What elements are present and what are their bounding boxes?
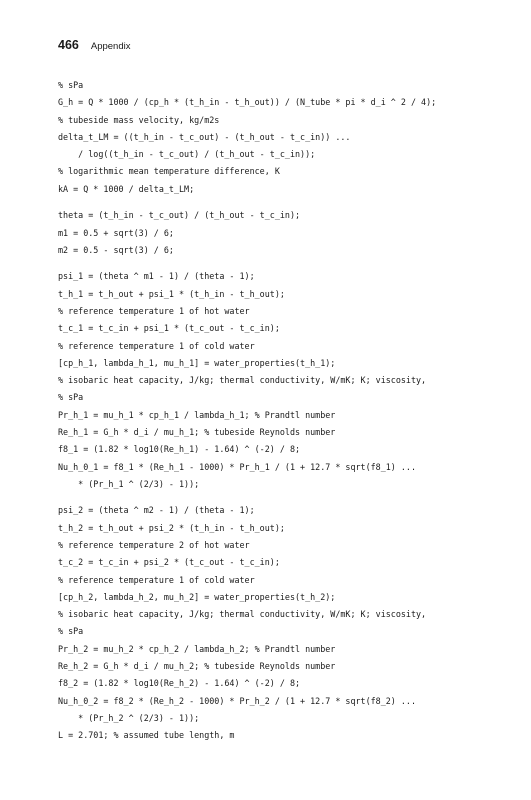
blank-line bbox=[58, 259, 478, 268]
code-line: G_h = Q * 1000 / (cp_h * (t_h_in - t_h_out)) / (N_tube * pi * d_i ^ 2 / 4); bbox=[58, 97, 437, 108]
code-comment-line: % isobaric heat capacity, J/kg; thermal conductivity, W/mK; K; viscosity, bbox=[58, 609, 427, 620]
code-line: kA = Q * 1000 / delta_t_LM; bbox=[58, 183, 195, 194]
code-line: / log((t_h_in - t_c_out) / (t_h_out - t_c_in)); bbox=[58, 149, 316, 160]
running-header bbox=[58, 36, 130, 54]
code-comment-line: % sPa bbox=[58, 626, 84, 637]
code-line: * (Pr_h_1 ^ (2/3) - 1)); bbox=[58, 478, 200, 489]
code-comment-line: % logarithmic mean temperature difference, K bbox=[58, 166, 280, 177]
code-line: Pr_h_2 = mu_h_2 * cp_h_2 / lambda_h_2; % Prandtl number bbox=[58, 643, 336, 654]
code-comment-line: % reference temperature 1 of cold water bbox=[58, 340, 255, 351]
code-line: theta = (t_h_in - t_c_out) / (t_h_out - t_c_in); bbox=[58, 210, 301, 221]
code-line: m1 = 0.5 + sqrt(3) / 6; bbox=[58, 227, 174, 238]
code-line: [cp_h_1, lambda_h_1, mu_h_1] = water_properties(t_h_1); bbox=[58, 357, 336, 368]
code-line: Re_h_1 = G_h * d_i / mu_h_1; % tubeside Reynolds number bbox=[58, 427, 336, 438]
code-line: psi_2 = (theta ^ m2 - 1) / (theta - 1); bbox=[58, 505, 255, 516]
blank-line bbox=[58, 198, 478, 207]
code-comment-line: % sPa bbox=[58, 392, 84, 403]
code-line: Pr_h_1 = mu_h_1 * cp_h_1 / lambda_h_1; % Prandtl number bbox=[58, 409, 336, 420]
code-line: f8_1 = (1.82 * log10(Re_h_1) - 1.64) ^ (-2) / 8; bbox=[58, 444, 301, 455]
code-line: f8_2 = (1.82 * log10(Re_h_2) - 1.64) ^ (-2) / 8; bbox=[58, 678, 301, 689]
code-line: t_c_1 = t_c_in + psi_1 * (t_c_out - t_c_in); bbox=[58, 323, 280, 334]
code-line: Re_h_2 = G_h * d_i / mu_h_2; % tubeside Reynolds number bbox=[58, 661, 336, 672]
code-line: [cp_h_2, lambda_h_2, mu_h_2] = water_properties(t_h_2); bbox=[58, 591, 336, 602]
code-line: t_c_2 = t_c_in + psi_2 * (t_c_out - t_c_in); bbox=[58, 557, 280, 568]
code-line: Nu_h_0_1 = f8_1 * (Re_h_1 - 1000) * Pr_h_1 / (1 + 12.7 * sqrt(f8_1) ... bbox=[58, 461, 416, 472]
code-line: delta_t_LM = ((t_h_in - t_c_out) - (t_h_out - t_c_in)) ... bbox=[58, 131, 351, 142]
code-line: * (Pr_h_2 ^ (2/3) - 1)); bbox=[58, 712, 200, 723]
code-comment-line: % reference temperature 1 of cold water bbox=[58, 574, 255, 585]
code-comment-line: % tubeside mass velocity, kg/m2s bbox=[58, 114, 220, 125]
code-comment-line: % isobaric heat capacity, J/kg; thermal conductivity, W/mK; K; viscosity, bbox=[58, 375, 427, 386]
code-comment-line: % reference temperature 2 of hot water bbox=[58, 539, 250, 550]
page-number: 466 bbox=[58, 38, 79, 52]
code-comment-line: % reference temperature 1 of hot water bbox=[58, 305, 250, 316]
code-line: m2 = 0.5 - sqrt(3) / 6; bbox=[58, 244, 174, 255]
code-listing bbox=[58, 77, 478, 745]
code-line: psi_1 = (theta ^ m1 - 1) / (theta - 1); bbox=[58, 271, 255, 282]
code-line: t_h_2 = t_h_out + psi_2 * (t_h_in - t_h_out); bbox=[58, 522, 285, 533]
blank-line bbox=[58, 493, 478, 502]
code-line: t_h_1 = t_h_out + psi_1 * (t_h_in - t_h_out); bbox=[58, 288, 285, 299]
code-comment-line: % sPa bbox=[58, 80, 84, 90]
code-line: L = 2.701; % assumed tube length, m bbox=[58, 730, 235, 741]
code-line: Nu_h_0_2 = f8_2 * (Re_h_2 - 1000) * Pr_h_2 / (1 + 12.7 * sqrt(f8_2) ... bbox=[58, 695, 416, 706]
section-title: Appendix bbox=[90, 41, 131, 52]
